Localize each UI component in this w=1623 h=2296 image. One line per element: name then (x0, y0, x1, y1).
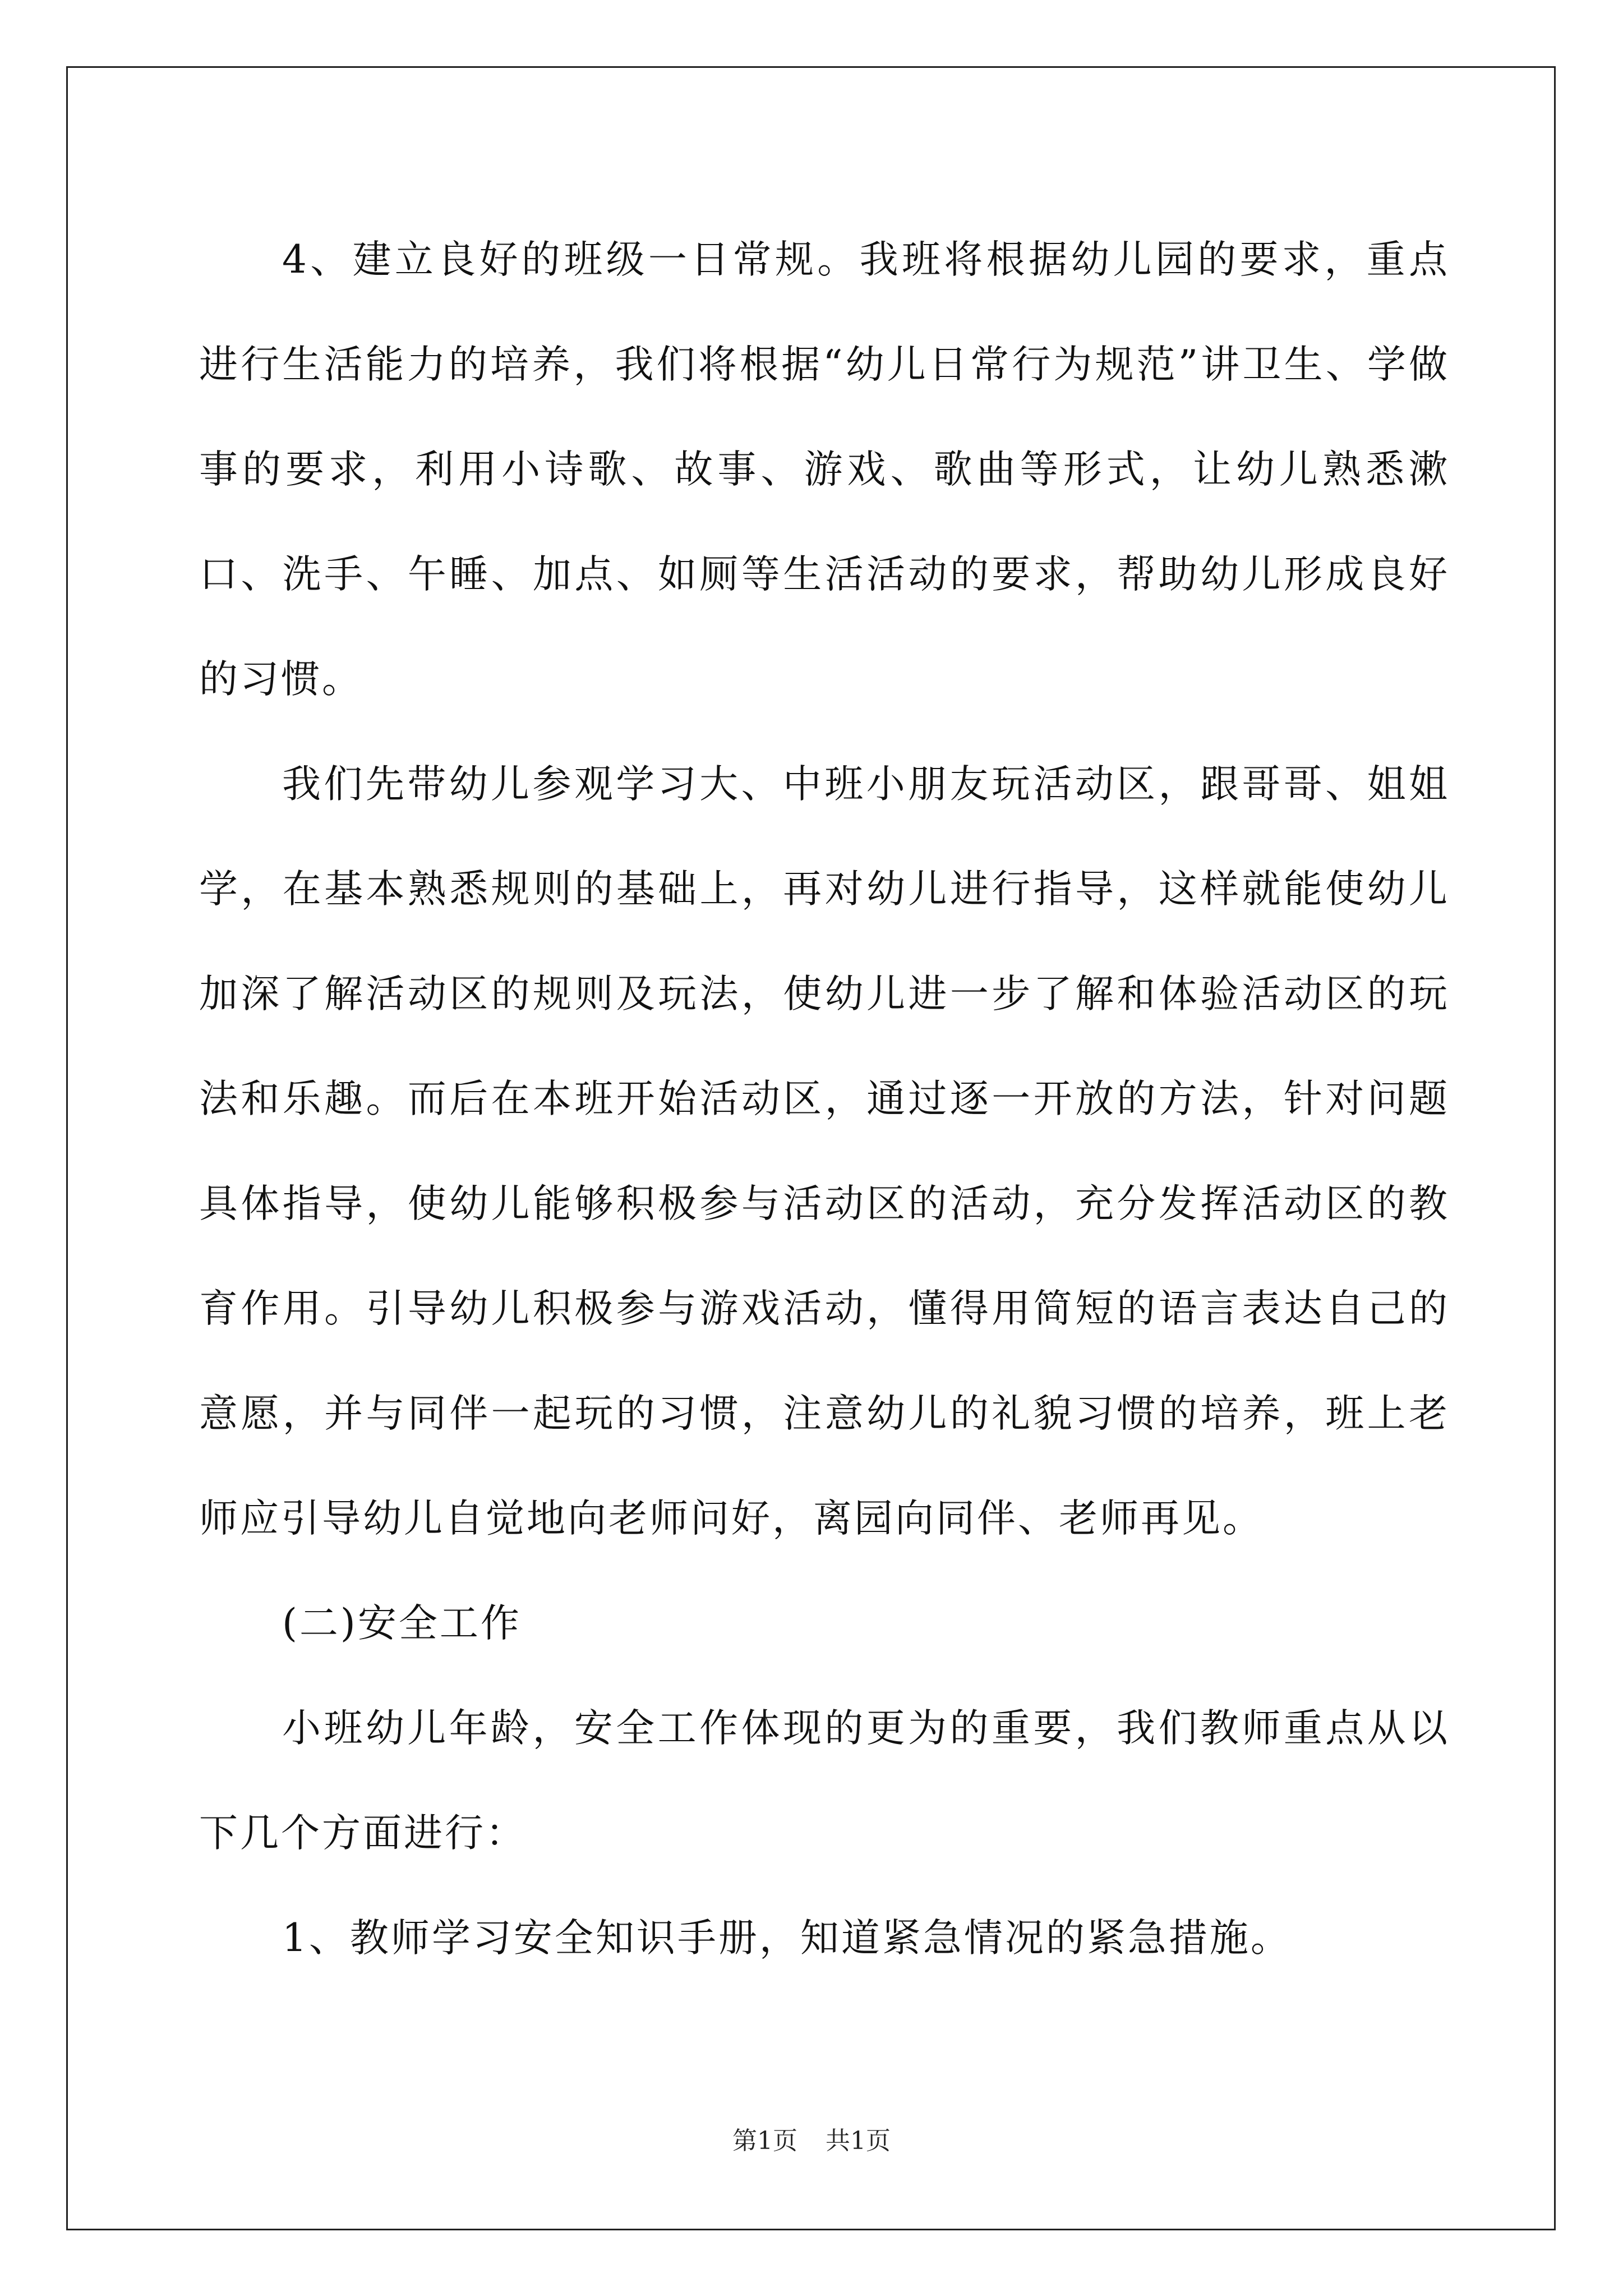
page-number: 第1页 (732, 2127, 797, 2155)
paragraph-daily-routine: 4、建立良好的班级一日常规。我班将根据幼儿园的要求，重点进行生活能力的培养，我们将根据“幼儿日常行为规范”讲卫生、学做事的要求，利用小诗歌、故事、游戏、歌曲等形式，让幼儿熟悉漱口、洗手、午睡、加点、如厕等生活活动的要求，帮助幼儿形成良好的习惯。 (199, 237, 1450, 702)
paragraph-activity-area: 我们先带幼儿参观学习大、中班小朋友玩活动区，跟哥哥、姐姐学，在基本熟悉规则的基础上，再对幼儿进行指导，这样就能使幼儿加深了解活动区的规则及玩法，使幼儿进一步了解和体验活动区的玩法和乐趣。而后在本班开始活动区，通过逐一开放的方法，针对问题具体指导，使幼儿能够积极参与活动区的活动，充分发挥活动区的教育作用。引导幼儿积极参与游戏活动，懂得用简短的语言表达自己的意愿，并与同伴一起玩的习惯，注意幼儿的礼貌习惯的培养，班上老师应引导幼儿自觉地向老师问好，离园向同伴、老师再见。 (199, 762, 1450, 1541)
paragraph-safety-intro: 小班幼儿年龄，安全工作体现的更为的重要，我们教师重点从以下几个方面进行： (199, 1706, 1450, 1856)
paragraph-safety-item-1: 1、教师学习安全知识手册，知道紧急情况的紧急措施。 (282, 1916, 1292, 1961)
page-footer (0, 2120, 1623, 2156)
document-body (199, 208, 1450, 1991)
page-total: 共1页 (826, 2127, 891, 2155)
section-heading-safety: (二)安全工作 (282, 1601, 522, 1646)
